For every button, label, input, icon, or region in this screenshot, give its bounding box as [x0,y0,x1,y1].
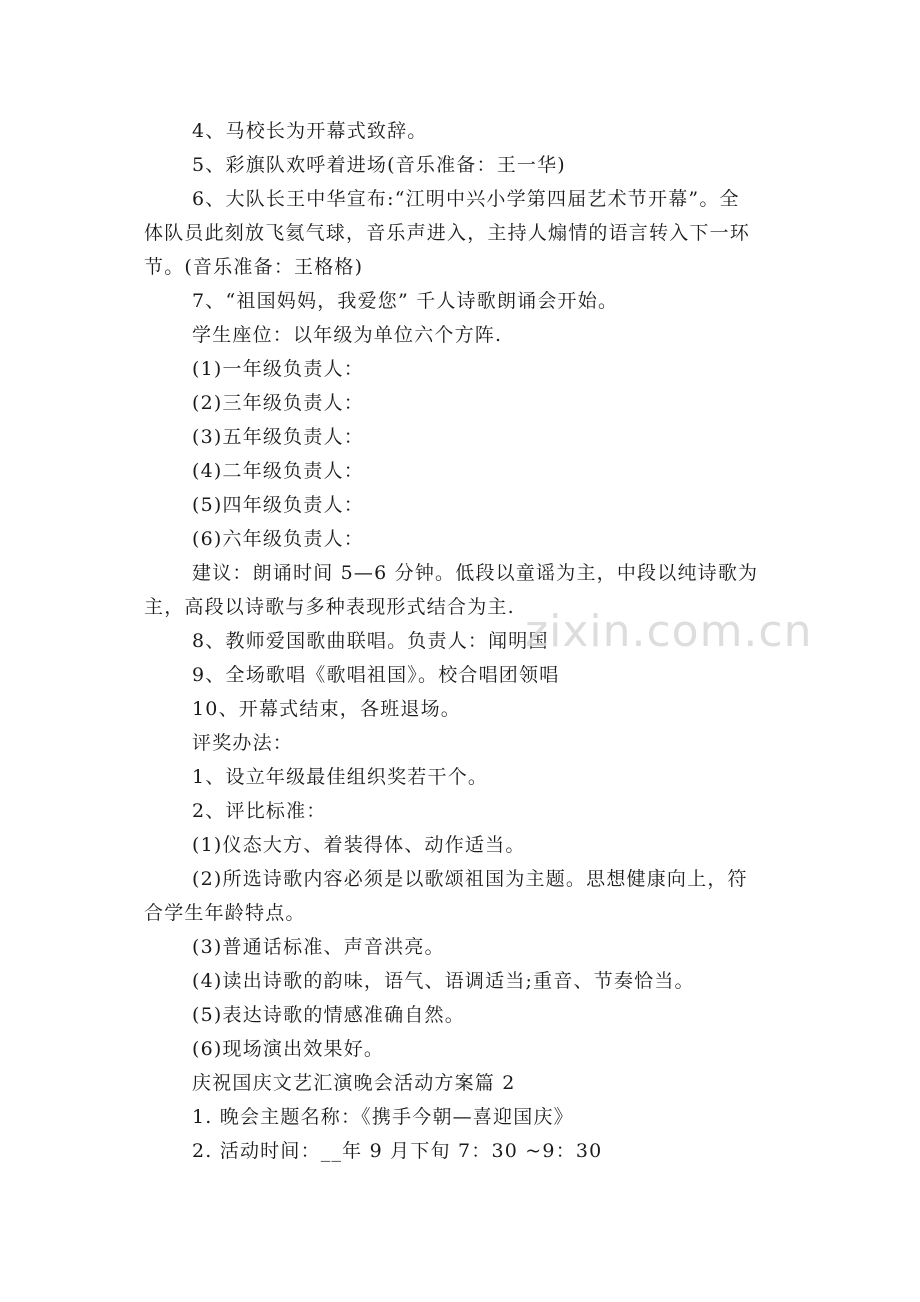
text-line: (4)读出诗歌的韵味，语气、语调适当;重音、节奏恰当。 [192,970,695,992]
text-line: 合学生年龄特点。 [144,902,306,924]
text-line: 4、马校长为开幕式致辞。 [192,120,428,142]
text-line: (6)六年级负责人： [192,528,364,550]
text-line: 6、大队长王中华宣布:“江明中兴小学第四届艺术节开幕”。全 [192,188,740,210]
text-line: (4)二年级负责人： [192,460,364,482]
text-line: 2、评比标准： [192,800,327,822]
text-line: (3)普通话标准、声音洪亮。 [192,936,445,958]
text-line: 10、开幕式结束，各班退场。 [192,698,461,720]
text-line: (2)三年级负责人： [192,392,364,414]
text-line: 学生座位：以年级为单位六个方阵. [192,324,503,346]
text-line: 7、“祖国妈妈，我爱您” 千人诗歌朗诵会开始。 [192,290,619,312]
section-heading: 庆祝国庆文艺汇演晚会活动方案篇 2 [192,1072,516,1094]
text-line: 5、彩旗队欢呼着进场(音乐准备：王一华) [192,154,566,176]
text-line: (5)表达诗歌的情感准确自然。 [192,1004,465,1026]
text-line: 体队员此刻放飞氦气球，音乐声进入，主持人煽情的语言转入下一环 [144,222,751,244]
text-line: (1)一年级负责人： [192,358,364,380]
text-line: (1)仪态大方、着装得体、动作适当。 [192,834,526,856]
text-line: 1、设立年级最佳组织奖若干个。 [192,766,489,788]
text-line: 建议：朗诵时间 5—6 分钟。低段以童谣为主，中段以纯诗歌为 [192,562,759,584]
text-line: 2. 活动时间：__年 9 月下旬 7：30 ~9：30 [192,1140,603,1162]
watermark: zixin.com.cn [525,606,813,657]
text-line: (6)现场演出效果好。 [192,1038,385,1060]
text-line: 8、教师爱国歌曲联唱。负责人：闻明国 [192,630,549,652]
text-line: (5)四年级负责人： [192,494,364,516]
text-line: 1. 晚会主题名称：《携手今朝—喜迎国庆》 [192,1106,574,1128]
text-line: 9、全场歌唱《歌唱祖国》。校合唱团领唱 [192,664,560,686]
text-line: (2)所选诗歌内容必须是以歌颂祖国为主题。思想健康向上，符 [192,868,748,890]
text-line: 节。(音乐准备：王格格) [144,256,364,278]
text-line: (3)五年级负责人： [192,426,364,448]
text-line: 主，高段以诗歌与多种表现形式结合为主. [144,596,515,618]
text-line: 评奖办法： [192,732,294,754]
